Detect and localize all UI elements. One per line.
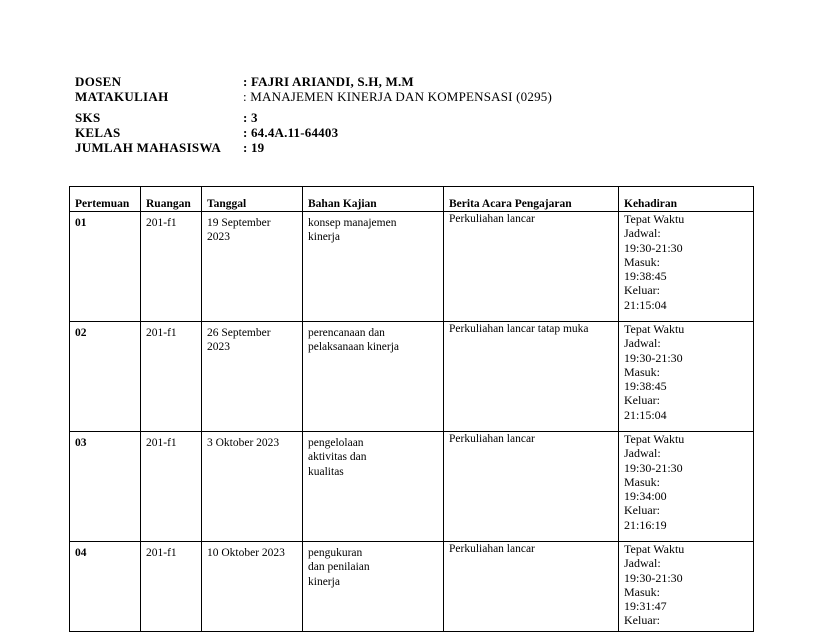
bahan-line: pelaksanaan kinerja [308, 341, 399, 354]
cell-ruangan: 201-f1 [141, 542, 202, 632]
cell-tanggal [202, 542, 303, 632]
kehadiran-line: 19:38:45 [624, 379, 667, 394]
kelas-value: : 64.4A.11-64403 [243, 125, 339, 140]
bahan-line: pengelolaan [308, 437, 364, 449]
sks-value: : 3 [243, 110, 258, 125]
cell-berita-acara: Perkuliahan lancar [444, 432, 619, 542]
kehadiran-line: 19:30-21:30 [624, 570, 683, 585]
tanggal-line: 2023 [207, 341, 230, 354]
course-info [75, 74, 552, 155]
sks-row [75, 110, 552, 125]
cell-berita-acara: Perkuliahan lancar tatap muka [444, 322, 619, 432]
kehadiran-line: 19:30-21:30 [624, 350, 683, 365]
table-header-row [70, 187, 754, 212]
cell-pertemuan: 04 [70, 542, 141, 632]
kehadiran-line: Keluar: [624, 393, 660, 408]
dosen-value: : FAJRI ARIANDI, S.H, M.M [243, 74, 414, 89]
cell-berita-acara: Perkuliahan lancar [444, 212, 619, 322]
bahan-line: aktivitas dan [308, 451, 367, 464]
kehadiran-line: Masuk: [624, 254, 660, 269]
sks-label: SKS [75, 110, 101, 125]
cell-pertemuan: 03 [70, 432, 141, 542]
kehadiran-line: Jadwal: [624, 556, 661, 571]
kehadiran-line: Masuk: [624, 474, 660, 489]
matakuliah-value: : MANAJEMEN KINERJA DAN KOMPENSASI (0295) [243, 89, 553, 104]
jumlah-label: JUMLAH MAHASISWA [75, 140, 222, 155]
kehadiran-line: Jadwal: [624, 446, 661, 461]
kehadiran-line: 19:30-21:30 [624, 460, 683, 475]
kehadiran-line: 21:16:19 [624, 517, 667, 532]
jumlah-value: : 19 [243, 140, 265, 155]
cell-kehadiran [619, 212, 754, 322]
tanggal-line: 19 September [207, 217, 271, 229]
dosen-row [75, 74, 552, 89]
cell-pertemuan: 02 [70, 322, 141, 432]
kehadiran-line: 21:15:04 [624, 297, 667, 312]
col-header-ruangan: Ruangan [141, 187, 202, 212]
kehadiran-line: Masuk: [624, 364, 660, 379]
tanggal-line: 2023 [207, 231, 230, 244]
kehadiran-line: 19:30-21:30 [624, 240, 683, 255]
bahan-line: perencanaan dan [308, 327, 385, 339]
cell-kehadiran [619, 322, 754, 432]
cell-ruangan: 201-f1 [141, 322, 202, 432]
cell-ruangan: 201-f1 [141, 212, 202, 322]
kehadiran-line: Jadwal: [624, 336, 661, 351]
bahan-line: dan penilaian [308, 561, 370, 574]
cell-bahan-kajian [303, 542, 444, 632]
cell-tanggal [202, 432, 303, 542]
kehadiran-line: Masuk: [624, 584, 660, 599]
cell-pertemuan: 01 [70, 212, 141, 322]
cell-berita-acara: Perkuliahan lancar [444, 542, 619, 632]
col-header-tanggal: Tanggal [202, 187, 303, 212]
kehadiran-line: Jadwal: [624, 226, 661, 241]
cell-kehadiran [619, 432, 754, 542]
table-row [70, 542, 754, 632]
col-header-bahan-kajian: Bahan Kajian [303, 187, 444, 212]
cell-ruangan: 201-f1 [141, 432, 202, 542]
cell-tanggal [202, 322, 303, 432]
tanggal-line: 10 Oktober 2023 [207, 547, 285, 559]
cell-tanggal [202, 212, 303, 322]
kehadiran-line: 19:34:00 [624, 489, 667, 504]
kehadiran-line: 19:38:45 [624, 269, 667, 284]
bahan-line: kinerja [308, 231, 340, 244]
kehadiran-status: Tepat Waktu [624, 212, 685, 226]
tanggal-line: 3 Oktober 2023 [207, 437, 280, 449]
table-row [70, 322, 754, 432]
kehadiran-status: Tepat Waktu [624, 542, 685, 556]
bahan-line: kualitas [308, 465, 344, 478]
kehadiran-line: 21:15:04 [624, 407, 667, 422]
col-header-kehadiran: Kehadiran [619, 187, 754, 212]
dosen-label: DOSEN [75, 74, 122, 89]
kehadiran-line: 19:31:47 [624, 599, 667, 614]
bahan-line: kinerja [308, 575, 340, 588]
kehadiran-line: Keluar: [624, 503, 660, 518]
col-header-pertemuan: Pertemuan [70, 187, 141, 212]
bahan-line: pengukuran [308, 547, 363, 559]
cell-bahan-kajian [303, 212, 444, 322]
kehadiran-status: Tepat Waktu [624, 432, 685, 446]
attendance-table [69, 186, 754, 632]
kelas-label: KELAS [75, 125, 121, 140]
cell-bahan-kajian [303, 432, 444, 542]
table-row [70, 212, 754, 322]
jumlah-row [75, 140, 552, 155]
kelas-row [75, 125, 552, 140]
cell-bahan-kajian [303, 322, 444, 432]
kehadiran-line: Keluar: [624, 613, 660, 628]
matakuliah-label: MATAKULIAH [75, 89, 169, 104]
col-header-berita-acara: Berita Acara Pengajaran [444, 187, 619, 212]
matakuliah-row [75, 89, 552, 104]
cell-kehadiran [619, 542, 754, 632]
bahan-line: konsep manajemen [308, 217, 397, 229]
table-row [70, 432, 754, 542]
tanggal-line: 26 September [207, 327, 271, 339]
kehadiran-status: Tepat Waktu [624, 322, 685, 336]
kehadiran-line: Keluar: [624, 283, 660, 298]
